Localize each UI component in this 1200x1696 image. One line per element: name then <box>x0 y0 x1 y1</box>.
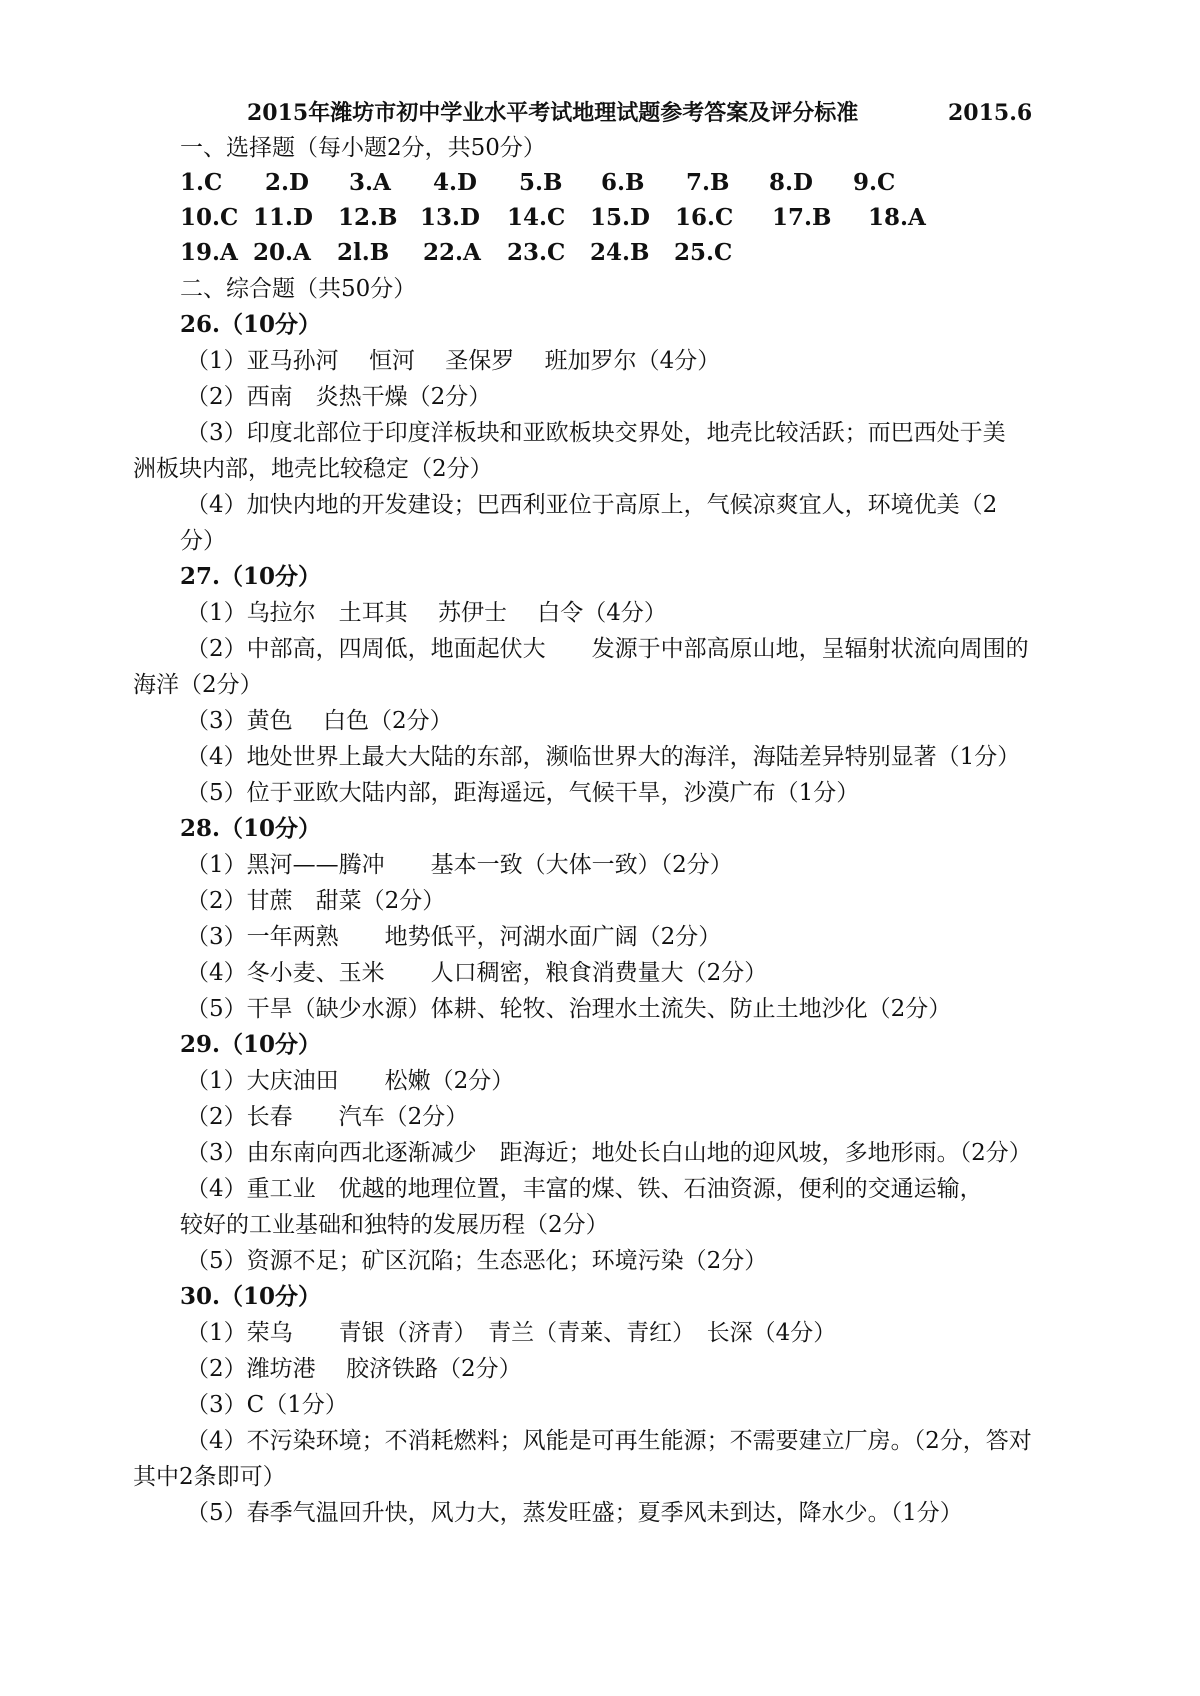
answer-cell: 12.B <box>338 204 398 231</box>
answer-cell: 22.A <box>423 239 481 266</box>
answer-cell: 2.D <box>265 169 309 196</box>
answer-cell: 8.D <box>769 169 813 196</box>
answer-cell: 5.B <box>519 169 563 196</box>
document-title: 2015年潍坊市初中学业水平考试地理试题参考答案及评分标准 <box>247 100 859 126</box>
answer-cell: 13.D <box>420 204 480 231</box>
answer-cell: 24.B <box>590 239 650 266</box>
answer-cell: 3.A <box>349 169 391 196</box>
answer-cell: 11.D <box>253 204 313 231</box>
answer-cell: 7.B <box>686 169 730 196</box>
answer-cell: 18.A <box>868 204 926 231</box>
answer-cell: 25.C <box>674 239 733 266</box>
answer-sheet-page: 2015年潍坊市初中学业水平考试地理试题参考答案及评分标准 2015.6 一、选择题（每小题2分，共50分） 1.C 2.D 3.A 4.D 5.B 6.B 7.B 8.D 9.C 10.C 11.D 12.B 13.D 14.C 15.D 16.C 17.B 18.A 19.A 20.A 2l.B 22.A 23.C 24.B 25.C 二、综合题（共50分） 26.（10分） （1）亚马孙河 恒河 圣保罗 班加罗尔（4分） （2）西南 炎热干燥（2分） （3）印度北部位于印度洋板块和亚欧板块交界处，地壳比较活跃；而巴西处于美 洲板块内部，地壳比较稳定（2分） （4）加快内地的开发建设；巴西利亚位于高原上，气候凉爽宜人，环境优美（2 分） 27.（10分） （1）乌拉尔 土耳其 苏伊士 白令（4分） （2）中部高，四周低，地面起伏大 发源于中部高原山地，呈辐射状流向周围的 海洋（2分） （3）黄色 白色（2分） （4）地处世界上最大大陆的东部，濒临世界大的海洋，海陆差异特别显著（1分） （5）位于亚欧大陆内部，距海遥远，气候干旱，沙漠广布（1分） 28.（10分） （1）黑河——腾冲 基本一致（大体一致）（2分） （2）甘蔗 甜菜（2分） （3）一年两熟 地势低平，河湖水面广阔（2分） （4）冬小麦、玉米 人口稠密，粮食消费量大（2分） （5）干旱（缺少水源）体耕、轮牧、治理水土流失、防止土地沙化（2分） 29.（10分） （1）大庆油田 松嫩（2分） （2）长春 汽车（2分） （3）由东南向西北逐渐减少 距海近；地处长白山地的迎风坡，多地形雨。（2分） （4）重工业 优越的地理位置，丰富的煤、铁、石油资源，便利的交通运输， 较好的工业基础和独特的发展历程（2分） （5）资源不足；矿区沉陷；生态恶化；环境污染（2分） 30.（10分） （1）荣乌 青银（济青） 青兰（青莱、青红） 长深（4分） （2）潍坊港 胶济铁路（2分） （3）C（1分） （4）不污染环境；不消耗燃料；风能是可再生能源；不需要建立厂房。（2分，答对 其中2条即可） （5）春季气温回升快，风力大，蒸发旺盛；夏季风未到达，降水少。（1分） <box>133 100 1033 1526</box>
answer-cell: 9.C <box>853 169 896 196</box>
answer-cell: 16.C <box>675 204 734 231</box>
answer-cell: 17.B <box>772 204 832 231</box>
answer-cell: 10.C <box>180 204 239 231</box>
answer-cell: 23.C <box>507 239 566 266</box>
answer-cell: 20.A <box>253 239 311 266</box>
document-date: 2015.6 <box>948 100 1033 126</box>
answer-cell: 14.C <box>507 204 566 231</box>
answer-cell: 1.C <box>180 169 223 196</box>
answer-cell: 2l.B <box>337 239 390 266</box>
answer-cell: 15.D <box>590 204 650 231</box>
answer-cell: 4.D <box>433 169 477 196</box>
answer-cell: 6.B <box>601 169 645 196</box>
answer-cell: 19.A <box>180 239 238 266</box>
